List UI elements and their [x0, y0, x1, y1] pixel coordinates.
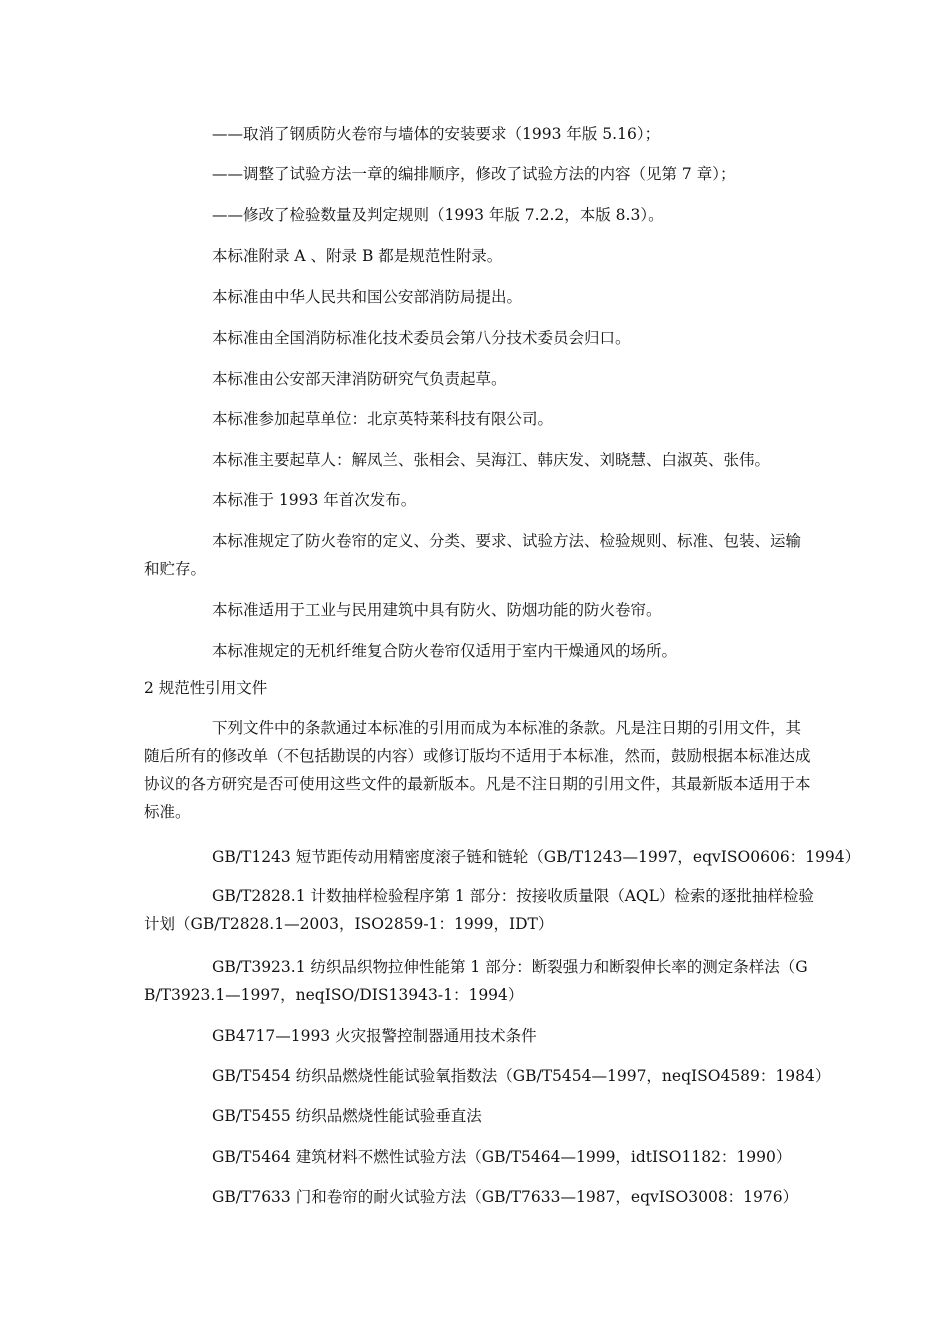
- section-intro-paragraph: 下列文件中的条款通过本标准的引用而成为本标准的条款。凡是注日期的引用文件，其随后所有的修改单（不包括勘误的内容）或修订版均不适用于本标准，然而，鼓励根据本标准达成协议的各方研究是否可使用这些文件的最新版本。凡是不注日期的引用文件，其最新版本适用于本标准。: [144, 719, 811, 821]
- reference-item: GB/T2828.1 计数抽样检验程序第 1 部分：按接收质量限（AQL）检索的逐批抽样检验计划（GB/T2828.1—2003，ISO2859-1：1999，IDT）: [144, 887, 814, 933]
- reference-item: GB/T3923.1 纺织品织物拉伸性能第 1 部分：断裂强力和断裂伸长率的测定条样法（GB/T3923.1—1997，neqISO/DIS13943-1：1994）: [144, 958, 808, 1004]
- statement-paragraph: 本标准主要起草人：解凤兰、张相会、吴海江、韩庆发、刘晓慧、白淑英、张伟。: [212, 451, 771, 469]
- statement-paragraph: 本标准附录 A 、附录 B 都是规范性附录。: [212, 247, 503, 265]
- reference-item: GB4717—1993 火灾报警控制器通用技术条件: [212, 1027, 537, 1045]
- statement-paragraph: 本标准于 1993 年首次发布。: [212, 491, 417, 509]
- section-heading: 2 规范性引用文件: [144, 679, 268, 697]
- change-item: ——取消了钢质防火卷帘与墙体的安装要求（1993 年版 5.16）；: [212, 125, 661, 143]
- statement-paragraph: 本标准由全国消防标准化技术委员会第八分技术委员会归口。: [212, 329, 631, 347]
- change-item: ——修改了检验数量及判定规则（1993 年版 7.2.2，本版 8.3）。: [212, 206, 664, 224]
- reference-item: GB/T1243 短节距传动用精密度滚子链和链轮（GB/T1243—1997，eqvISO0606：1994）: [212, 848, 861, 866]
- statement-paragraph: 本标准由公安部天津消防研究气负责起草。: [212, 370, 507, 388]
- scope-paragraph: 本标准规定了防火卷帘的定义、分类、要求、试验方法、检验规则、标准、包装、运输和贮存。: [144, 532, 802, 578]
- reference-item: GB/T5454 纺织品燃烧性能试验氧指数法（GB/T5454—1997，neqISO4589：1984）: [212, 1067, 831, 1085]
- statement-paragraph: 本标准由中华人民共和国公安部消防局提出。: [212, 288, 523, 306]
- scope-paragraph: 本标准规定的无机纤维复合防火卷帘仅适用于室内干燥通风的场所。: [212, 642, 678, 660]
- change-item: ——调整了试验方法一章的编排顺序，修改了试验方法的内容（见第 7 章）；: [212, 165, 736, 183]
- scope-paragraph: 本标准适用于工业与民用建筑中具有防火、防烟功能的防火卷帘。: [212, 601, 662, 619]
- reference-item: GB/T7633 门和卷帘的耐火试验方法（GB/T7633—1987，eqvISO3008：1976）: [212, 1188, 799, 1206]
- reference-item: GB/T5455 纺织品燃烧性能试验垂直法: [212, 1107, 482, 1125]
- reference-item: GB/T5464 建筑材料不燃性试验方法（GB/T5464—1999，idtISO1182：1990）: [212, 1148, 792, 1166]
- statement-paragraph: 本标准参加起草单位：北京英特莱科技有限公司。: [212, 410, 554, 428]
